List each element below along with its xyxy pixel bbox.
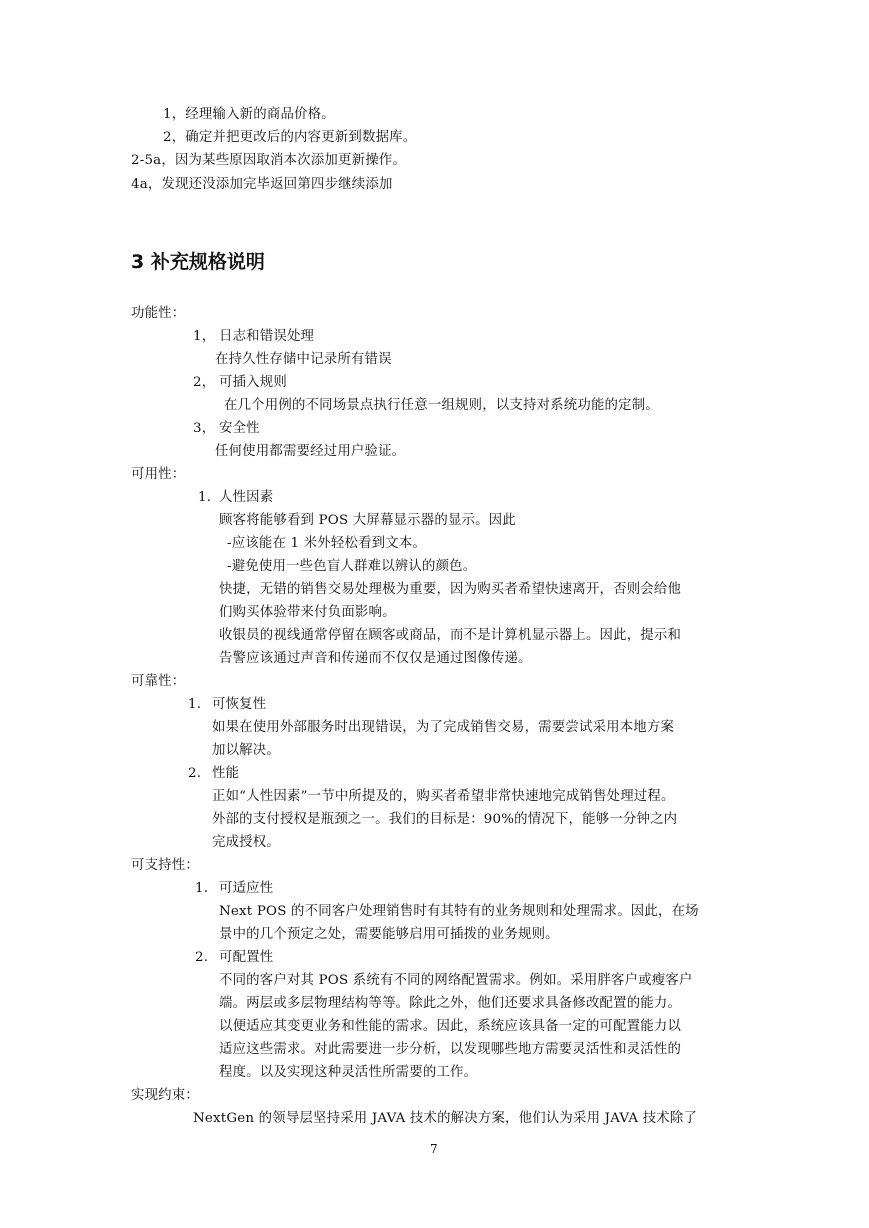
reliability-item-2-line-3: 完成授权。 — [212, 835, 280, 850]
extension-2-5a: 2-5a，因为某些原因取消本次添加更新操作。 — [131, 153, 406, 168]
usability-line-5: 们购买体验带来付负面影响。 — [219, 605, 396, 620]
supportability-item-2-line-4: 适应这些需求。对此需要进一步分析，以发现哪些地方需要灵活性和灵活性的 — [219, 1042, 682, 1057]
functionality-item-3-number: 3， — [193, 421, 216, 436]
supportability-item-2-line-2: 端。两层或多层物理结构等等。除此之外，他们还要求具备修改配置的能力。 — [219, 996, 682, 1011]
use-case-step-2: 2，确定并把更改后的内容更新到数据库。 — [163, 130, 417, 145]
reliability-item-2-name: 性能 — [212, 766, 240, 781]
page-number: 7 — [430, 1142, 438, 1156]
functionality-item-1-name: 日志和错误处理 — [219, 329, 315, 344]
usability-line-4: 快捷，无错的销售交易处理极为重要，因为购买者希望快速离开，否则会给他 — [219, 582, 682, 597]
use-case-step-1: 1，经理输入新的商品价格。 — [163, 107, 335, 122]
reliability-item-2-number: 2. — [188, 766, 202, 781]
functionality-item-2-name: 可插入规则 — [219, 375, 287, 390]
functionality-item-2-desc: 在几个用例的不同场景点执行任意一组规则，以支持对系统功能的定制。 — [224, 398, 659, 413]
extension-4a: 4a，发现还没添加完毕返回第四步继续添加 — [131, 177, 393, 192]
functionality-item-1-desc: 在持久性存储中记录所有错误 — [215, 352, 392, 367]
supportability-item-1-name: 可适应性 — [219, 881, 274, 896]
functionality-item-3-name: 安全性 — [219, 421, 260, 436]
supportability-item-2-number: 2. — [195, 950, 209, 965]
supportability-item-2-line-3: 以便适应其变更业务和性能的需求。因此，系统应该具备一定的可配置能力以 — [219, 1019, 682, 1034]
usability-title: 可用性： — [131, 467, 186, 482]
supportability-item-2-line-5: 程度。以及实现这种灵活性所需要的工作。 — [219, 1065, 478, 1080]
supportability-item-2-line-1: 不同的客户对其 POS 系统有不同的网络配置需求。例如。采用胖客户或瘦客户 — [219, 973, 693, 988]
functionality-item-1-number: 1， — [193, 329, 216, 344]
reliability-item-2-line-1: 正如“人性因素”一节中所提及的，购买者希望非常快速地完成销售处理过程。 — [212, 789, 675, 804]
reliability-item-1-line-1: 如果在使用外部服务时出现错误，为了完成销售交易，需要尝试采用本地方案 — [212, 720, 675, 735]
supportability-item-1-line-1: Next POS 的不同客户处理销售时有其特有的业务规则和处理需求。因此，在场 — [219, 904, 699, 919]
functionality-item-3-desc: 任何使用都需要经过用户验证。 — [215, 444, 406, 459]
supportability-item-1-number: 1. — [195, 881, 209, 896]
reliability-item-2-line-2: 外部的支付授权是瓶颈之一。我们的目标是：90%的情况下，能够一分钟之内 — [212, 812, 678, 827]
usability-item-number: 1. — [198, 490, 212, 505]
functionality-item-2-number: 2， — [193, 375, 216, 390]
reliability-title: 可靠性： — [131, 674, 186, 689]
supportability-item-1-line-2: 景中的几个预定之处，需要能够启用可插拨的业务规则。 — [219, 927, 559, 942]
usability-line-7: 告警应该通过声音和传递而不仅仅是通过图像传递。 — [219, 651, 532, 666]
usability-line-2: -应该能在 1 米外轻松看到文本。 — [227, 536, 427, 551]
usability-line-3: -避免使用一些色盲人群难以辨认的颜色。 — [227, 559, 477, 574]
section-heading: 3 补充规格说明 — [131, 251, 265, 273]
functionality-title: 功能性： — [131, 306, 186, 321]
reliability-item-1-name: 可恢复性 — [212, 697, 267, 712]
usability-item-name: 人性因素 — [219, 490, 274, 505]
reliability-item-1-line-2: 加以解决。 — [212, 743, 280, 758]
constraints-title: 实现约束： — [131, 1088, 199, 1103]
constraints-text: NextGen 的领导层坚持采用 JAVA 技术的解决方案，他们认为采用 JAVA 技术除了 — [193, 1111, 698, 1126]
reliability-item-1-number: 1. — [188, 697, 202, 712]
supportability-title: 可支持性： — [131, 858, 199, 873]
usability-line-1: 顾客将能够看到 POS 大屏幕显示器的显示。因此 — [219, 513, 516, 528]
usability-line-6: 收银员的视线通常停留在顾客或商品，而不是计算机显示器上。因此，提示和 — [219, 628, 682, 643]
supportability-item-2-name: 可配置性 — [219, 950, 274, 965]
